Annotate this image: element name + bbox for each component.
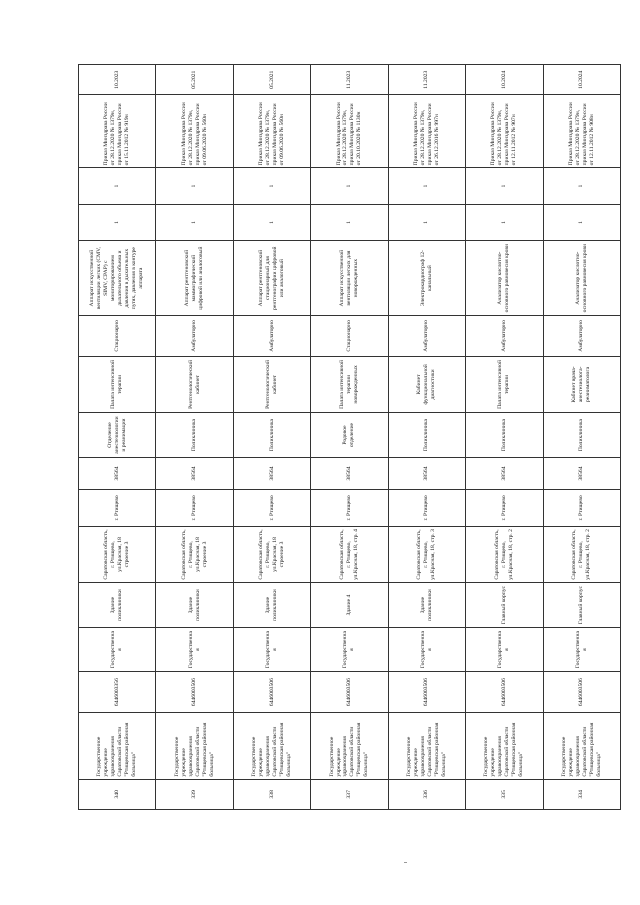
cell-inn: 6446003506 (311, 672, 388, 712)
cell-qty-required: 1 (233, 204, 310, 240)
cell-qty-present: 1 (388, 168, 465, 204)
cell-organization: Государственное учреждение здравоохранения Саратовской области "Ртищевская районная больница" (388, 712, 465, 779)
cell-order: Приказ Минздрава России от 28.12.2020 № 1379н, приказ Минздрава России от 26.12.2016 № 997н (388, 95, 465, 168)
cell-room: Кабинет врача-анестезиолога-реаниматолога (543, 356, 620, 413)
cell-organization: Государственное учреждение здравоохранения Саратовской области "Ртищевская районная больница" (156, 712, 233, 779)
cell-room: Палата интенсивной терапии (79, 356, 156, 413)
cell-ownership: Государственная (233, 627, 310, 672)
cell-building: Главный корпус (466, 583, 543, 628)
cell-address: Саратовская область, г. Ртищево, ул.Красная, 18, стр. 3 (388, 526, 465, 583)
cell-building: Главный корпус (543, 583, 620, 628)
cell-date: 10.2024 (466, 65, 543, 95)
cell-room: Кабинет функциональной диагностики (388, 356, 465, 413)
cell-inn: 6446003506 (156, 672, 233, 712)
cell-department: Поликлиника (388, 413, 465, 458)
cell-index: 38564 (543, 457, 620, 489)
cell-number: 336 (388, 779, 465, 809)
cell-date: 05.2021 (156, 65, 233, 95)
equipment-register-table (78, 64, 621, 810)
cell-qty-present: 1 (156, 168, 233, 204)
cell-inn: 6446003506 (233, 672, 310, 712)
cell-date: 10.2023 (79, 65, 156, 95)
cell-ownership: Государственная (543, 627, 620, 672)
cell-index: 38564 (156, 457, 233, 489)
cell-city: г. Ртищево (79, 490, 156, 526)
cell-order: Приказ Минздрава России от 28.12.2020 № 1379н, приказ Минздрава России от 20.10.2020 № 1130н (311, 95, 388, 168)
cell-equipment: Анализатор кислотно-основного равновесия крови (543, 241, 620, 316)
cell-city: г. Ртищево (466, 490, 543, 526)
cell-equipment: Аппарат рентгеновский маммографический цифровой или аналоговый (156, 241, 233, 316)
cell-room: Рентгенологический кабинет (156, 356, 233, 413)
table-row (79, 65, 156, 810)
cell-index: 38564 (388, 457, 465, 489)
cell-number: 337 (311, 779, 388, 809)
cell-care-type: Амбулаторно (388, 316, 465, 356)
cell-care-type: Амбулаторно (466, 316, 543, 356)
cell-ownership: Государственная (388, 627, 465, 672)
cell-address: Саратовская область, г. Ртищево, ул.Красная, 18 строение 3 (79, 526, 156, 583)
cell-building: Здание поликлиники (388, 583, 465, 628)
cell-qty-required: 1 (311, 204, 388, 240)
cell-room: Палата интенсивной терапии новорожденных (311, 356, 388, 413)
scan-speck (404, 862, 407, 863)
cell-address: Саратовская область, г. Ртищево, ул.Красная, 18 строение 3 (233, 526, 310, 583)
cell-qty-required: 1 (466, 204, 543, 240)
cell-date: 05.2021 (233, 65, 310, 95)
cell-equipment: Электрокардиограф 12-канальный (388, 241, 465, 316)
cell-index: 38564 (233, 457, 310, 489)
cell-address: Саратовская область, г. Ртищево, ул.Красная, 18 строение 3 (156, 526, 233, 583)
cell-date: 11.2023 (388, 65, 465, 95)
cell-number: 338 (233, 779, 310, 809)
cell-organization: Государственное учреждение здравоохранения Саратовской области "Ртищевская районная больница" (543, 712, 620, 779)
table-row (311, 65, 388, 810)
cell-index: 38564 (79, 457, 156, 489)
cell-ownership: Государственная (156, 627, 233, 672)
cell-city: г. Ртищево (543, 490, 620, 526)
cell-qty-present: 1 (79, 168, 156, 204)
cell-qty-present: 1 (543, 168, 620, 204)
cell-department: Отделение анестезиологии и реанимации (79, 413, 156, 458)
cell-qty-present: 1 (466, 168, 543, 204)
cell-qty-required: 1 (543, 204, 620, 240)
table-row (233, 65, 310, 810)
cell-index: 38564 (466, 457, 543, 489)
table-row (156, 65, 233, 810)
cell-order: Приказ Минздрава России от 28.12.2020 № 1379н, приказ Минздрава России от 12.11.2012 № 907н (466, 95, 543, 168)
cell-department: Поликлиника (156, 413, 233, 458)
cell-inn: 6446003356 (79, 672, 156, 712)
table-row (388, 65, 465, 810)
cell-care-type: Стационарно (311, 316, 388, 356)
cell-number: 334 (543, 779, 620, 809)
cell-inn: 6446003506 (388, 672, 465, 712)
cell-qty-required: 1 (156, 204, 233, 240)
cell-date: 10.2024 (543, 65, 620, 95)
cell-department: Поликлиника (466, 413, 543, 458)
cell-qty-required: 1 (79, 204, 156, 240)
cell-number: 340 (79, 779, 156, 809)
cell-care-type: Стационарно (79, 316, 156, 356)
cell-building: Здание поликлиники (156, 583, 233, 628)
cell-city: г. Ртищево (311, 490, 388, 526)
cell-organization: Государственное учреждение здравоохранения Саратовской области "Ртищевская районная больница" (466, 712, 543, 779)
cell-order: Приказ Минздрава России от 28.12.2020 № 1379н, приказ Минздрава России от 15.11.2012 № 919н (79, 95, 156, 168)
cell-number: 339 (156, 779, 233, 809)
cell-qty-present: 1 (233, 168, 310, 204)
cell-qty-required: 1 (388, 204, 465, 240)
cell-care-type: Амбулаторно (233, 316, 310, 356)
cell-ownership: Государственная (79, 627, 156, 672)
cell-department: Родовое отделение (311, 413, 388, 458)
cell-equipment: Анализатор кислотно-основного равновесия крови (466, 241, 543, 316)
cell-care-type: Амбулаторно (156, 316, 233, 356)
cell-department: Поликлиника (233, 413, 310, 458)
table-row (466, 65, 543, 810)
cell-building: Здание поликлиники (233, 583, 310, 628)
cell-city: г. Ртищево (388, 490, 465, 526)
cell-index: 38564 (311, 457, 388, 489)
cell-address: Саратовская область, г. Ртищево, ул.Красная, 18, стр. 2 (466, 526, 543, 583)
cell-building: Здание 4 (311, 583, 388, 628)
cell-ownership: Государственная (311, 627, 388, 672)
cell-number: 335 (466, 779, 543, 809)
cell-organization: Государственное учреждение здравоохранения Саратовской области "Ртищевская районная больница" (79, 712, 156, 779)
cell-room: Рентгенологический кабинет (233, 356, 310, 413)
cell-equipment: Аппарат искусственной вентиляции легких (CMV, SIMV, CPAP) с мониторированием дыхательного объема и давления в дыхательных путях, давления в контуре аппарата (79, 241, 156, 316)
cell-organization: Государственное учреждение здравоохранения Саратовской области "Ртищевская районная больница" (311, 712, 388, 779)
cell-city: г. Ртищево (233, 490, 310, 526)
cell-date: 11.2023 (311, 65, 388, 95)
table-body (79, 65, 621, 810)
cell-organization: Государственное учреждение здравоохранения Саратовской области "Ртищевская районная больница" (233, 712, 310, 779)
cell-equipment: Аппарат искусственной вентиляции легких для новорожденных (311, 241, 388, 316)
table-row (543, 65, 620, 810)
cell-address: Саратовская область, г. Ртищево, ул.Красная, 18, стр. 2 (543, 526, 620, 583)
rotated-table-container (78, 64, 620, 810)
cell-inn: 6446003506 (543, 672, 620, 712)
cell-order: Приказ Минздрава России от 28.12.2020 № 1379н, приказ Минздрава России от 12.11.2012 № 908н (543, 95, 620, 168)
cell-order: Приказ Минздрава России от 28.12.2020 № 1379н, приказ Минздрава России от 09.06.2020 № 560н (233, 95, 310, 168)
cell-equipment: Аппарат рентгеновский стационарный для рентгенографии цифровой или аналоговый (233, 241, 310, 316)
cell-qty-present: 1 (311, 168, 388, 204)
cell-order: Приказ Минздрава России от 28.12.2020 № 1379н, приказ Минздрава России от 09.06.2020 № 560н (156, 95, 233, 168)
cell-room: Палата интенсивной терапии (466, 356, 543, 413)
cell-city: г. Ртищево (156, 490, 233, 526)
cell-building: Здание поликлиники (79, 583, 156, 628)
cell-address: Саратовская область, г. Ртищево, ул.Красная, 18, стр. 4 (311, 526, 388, 583)
cell-care-type: Амбулаторно (543, 316, 620, 356)
cell-department: Поликлиника (543, 413, 620, 458)
cell-ownership: Государственная (466, 627, 543, 672)
cell-inn: 6446003506 (466, 672, 543, 712)
